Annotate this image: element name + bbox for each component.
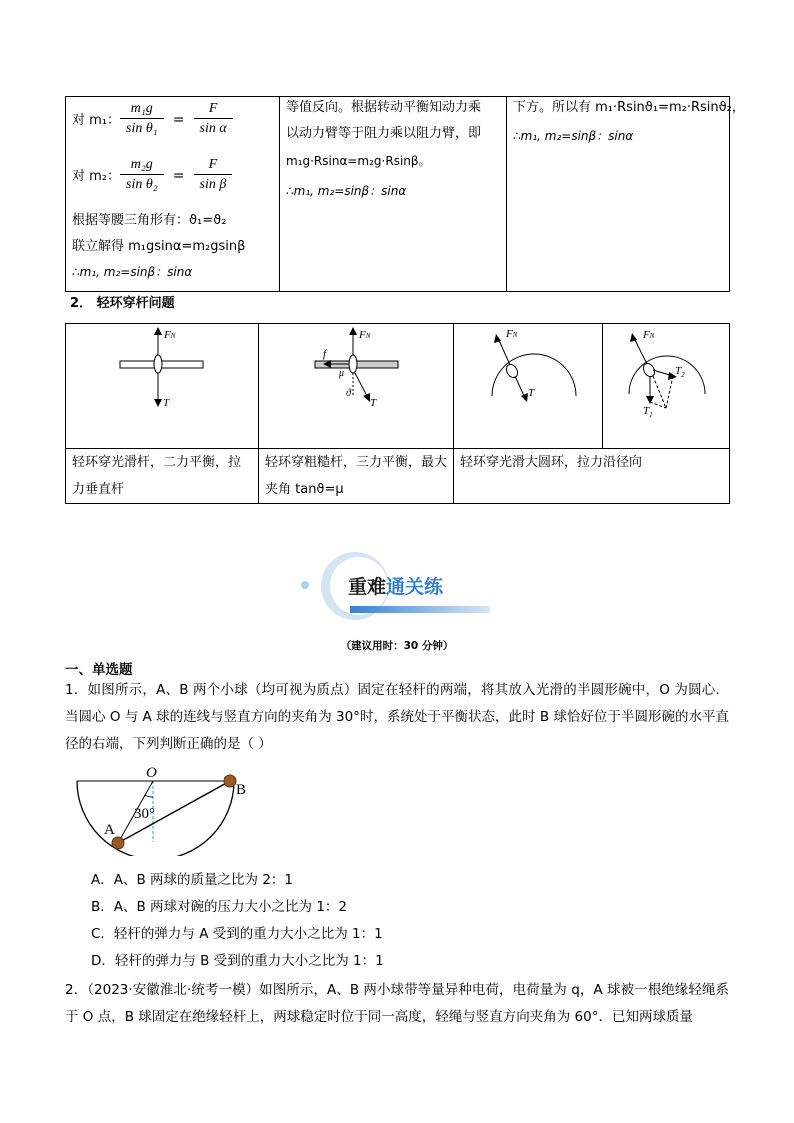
- tension-arrow: [355, 373, 368, 398]
- label-t1: $T_1$: [643, 405, 653, 419]
- resultant-dash: [653, 376, 666, 408]
- ring: [154, 355, 162, 373]
- table1-cell-3: [507, 97, 745, 292]
- desc-smooth-rod: 轻环穿光滑杆，二力平衡，拉力垂直杆: [66, 449, 259, 504]
- option-b[interactable]: B．A、B 两球对碗的压力大小之比为 1：2: [91, 899, 348, 915]
- normal-force-arrow: [634, 338, 647, 364]
- m2-fraction-left: $\frac{\text{m₂g}}{\text{sin θ₂}}$: [120, 156, 164, 195]
- desc-rough-rod: 轻环穿粗糙杆，三力平衡，最大夹角 tanϑ=μ: [259, 449, 454, 504]
- label-mu: μ: [339, 368, 345, 379]
- angle-arc: [145, 795, 153, 797]
- label-o: O: [146, 765, 157, 781]
- section-single-choice: 一、单选题: [65, 662, 133, 678]
- m1-fraction-right: $\frac{F}{\text{sin α}}$: [194, 100, 233, 139]
- diagram-cell-smooth-rod: [66, 324, 259, 449]
- moment-line-2: ∴m₁, m₂=sinβ：sinα: [513, 129, 634, 143]
- section-2-title: 2． 轻环穿杆问题: [70, 296, 175, 311]
- diagram-cell-big-ring: [454, 324, 603, 449]
- diagram-cell-rough-rod: [259, 324, 454, 449]
- tension-arrow: [515, 376, 525, 398]
- m2-fraction-right: $\frac{F}{\text{sin β}}$: [194, 156, 233, 195]
- desc-big-ring: 轻环穿光滑大圆环，拉力沿径向: [454, 449, 730, 504]
- banner-title: 重难通关练: [348, 576, 444, 598]
- label-fn: FN: [506, 328, 518, 340]
- label-t: T: [528, 387, 535, 399]
- label-f: f: [323, 348, 327, 360]
- m1-label: 对 m₁：: [72, 113, 121, 128]
- moment-line-1: 下方。所以有 m₁·Rsinϑ₁=m₂·Rsinϑ₂，: [513, 100, 745, 115]
- option-c[interactable]: C．轻杆的弹力与 A 受到的重力大小之比为 1：1: [91, 926, 383, 942]
- solve-line: 联立解得 m₁gsinα=m₂gsinβ: [72, 239, 246, 254]
- torque-line-4: ∴m₁, m₂=sinβ：sinα: [286, 184, 407, 198]
- torque-line-1: 等值反向。根据转动平衡知动力乘: [286, 100, 482, 115]
- ratio-line: ∴m₁, m₂=sinβ：sinα: [72, 265, 193, 279]
- diagram-cell-ring-decomposed: [603, 324, 730, 449]
- option-d[interactable]: D．轻杆的弹力与 B 受到的重力大小之比为 1：1: [91, 953, 384, 969]
- rough-rod-diagram: [259, 324, 453, 444]
- option-a[interactable]: A．A、B 两球的质量之比为 2：1: [91, 872, 293, 888]
- label-a: A: [104, 822, 115, 838]
- isosceles-line: 根据等腰三角形有：ϑ₁=ϑ₂: [72, 213, 227, 228]
- torque-line-3: m₁g·Rsinα=m₂g·Rsinβ。: [286, 154, 431, 168]
- label-fn: FN: [164, 329, 176, 341]
- bowl-diagram: [72, 764, 254, 856]
- table1-cell-1: 对 m₁： $\frac{\text{m₁g}}{\text{sin θ₁}}$ = $\frac{F}{\text{sin α}}$ 对 m₂： $\frac{\text{m₂g}}{\text{sin θ₂}}$ = $\frac{F}{\text{sin β}}$ 根据等腰三角形有：ϑ₁=ϑ₂ 联立解得 m₁gsinα=m₂gsinβ ∴m₁, m₂=sinβ：sinα: [66, 97, 280, 292]
- ring: [504, 362, 520, 379]
- big-ring-diagram: [454, 324, 602, 444]
- torque-line-2: 以动力臂等于阻力乘以阻力臂，即: [286, 126, 482, 141]
- ball-b: [224, 775, 236, 787]
- decomposed-ring-diagram: [603, 324, 729, 444]
- smooth-rod-diagram: [66, 324, 258, 444]
- ring: [349, 355, 357, 373]
- large-circle-arc: [629, 356, 705, 394]
- label-fn: FN: [643, 329, 655, 341]
- question-1-stem: 1．如图所示，A、B 两个小球（均可视为质点）固定在轻杆的两端，将其放入光滑的半圆形碗中，O 为圆心．当圆心 O 与 A 球的连线与竖直方向的夹角为 30°时，系统处于平衡状态，此时 B 球恰好位于半圆形碗的水平直径的右端，下列判断正确的是（ ）: [65, 682, 729, 752]
- table1-cell-2: [280, 97, 507, 292]
- label-angle: 30°: [134, 806, 155, 822]
- time-hint: （建议用时：30 分钟）: [340, 640, 454, 652]
- banner-underline: [350, 606, 490, 613]
- label-b: B: [236, 782, 247, 798]
- m1-fraction-left: $\frac{\text{m₁g}}{\text{sin θ₁}}$: [120, 100, 164, 139]
- label-fn: FN: [359, 329, 371, 341]
- label-t2: $T_2$: [675, 365, 685, 379]
- practice-banner: [300, 548, 500, 620]
- m2-label: 对 m₂：: [72, 169, 121, 184]
- force-analysis-table: [65, 96, 745, 292]
- ball-a: [112, 837, 124, 849]
- label-theta: ϑ: [346, 388, 351, 399]
- normal-force-arrow: [498, 338, 510, 365]
- label-t: T: [370, 397, 377, 409]
- ring-on-rod-table: [65, 323, 730, 504]
- label-t: T: [163, 397, 170, 409]
- dot-icon: [301, 581, 309, 589]
- question-2-stem: 2．（2023·安徽淮北·统考一模）如图所示，A、B 两小球带等量异种电荷，电荷量为 q，A 球被一根绝缘轻绳系于 O 点，B 球固定在绝缘轻杆上，两球稳定时位于同一高度，轻绳与竖直方向夹角为 60°．已知两球质量: [65, 982, 729, 1025]
